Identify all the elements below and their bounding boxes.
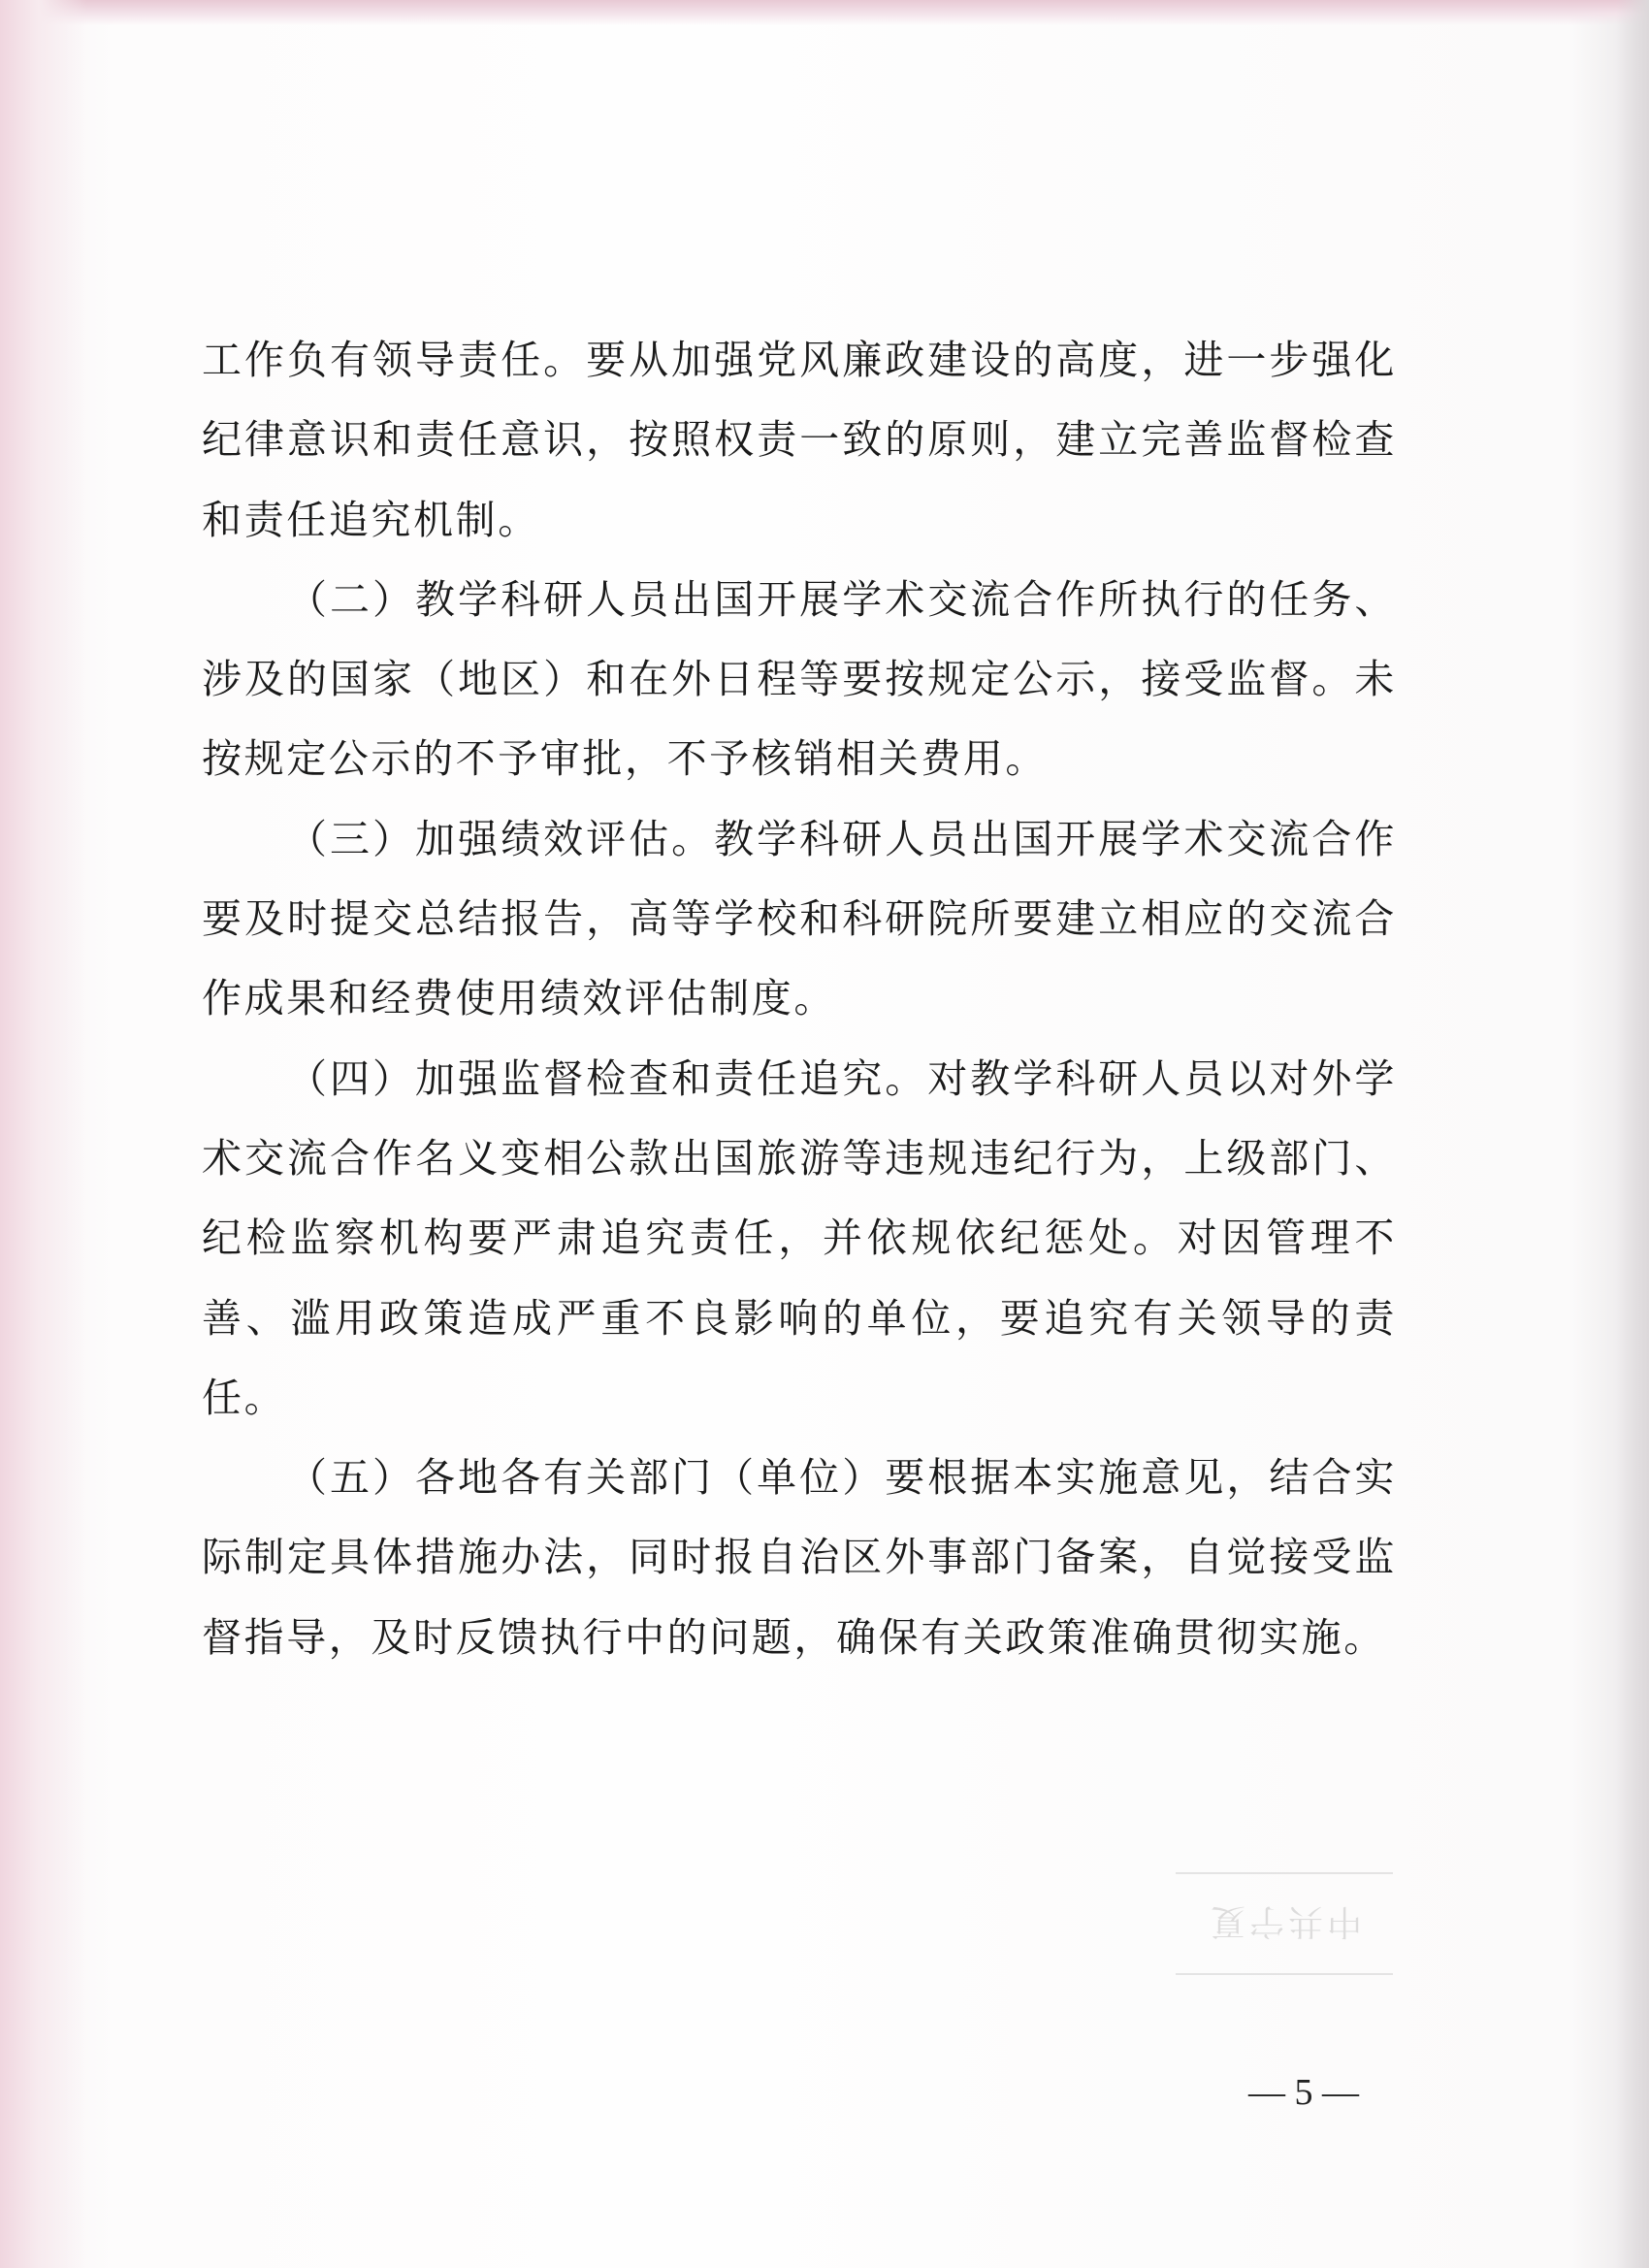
- page-number: — 5 —: [1248, 2072, 1359, 2113]
- scan-edge-top: [0, 0, 1649, 25]
- scan-edge-right: [1616, 0, 1649, 2268]
- paragraph-item-3: （三）加强绩效评估。教学科研人员出国开展学术交流合作要及时提交总结报告，高等学校和科研院所要建立相应的交流合作成果和经费使用绩效评估制度。: [202, 815, 1397, 1022]
- stamp-bottom-rule: [1176, 1973, 1393, 1975]
- paragraph-item-4: （四）加强监督检查和责任追究。对教学科研人员以对外学术交流合作名义变相公款出国旅游等违规违纪行为，上级部门、纪检监察机构要严肃追究责任，并依规依纪惩处。对因管理不善、滥用政策造成严重不良影响的单位，要追究有关领导的责任。: [202, 1054, 1397, 1421]
- document-body: [202, 320, 1397, 1677]
- paragraph-continuation: 工作负有领导责任。要从加强党风廉政建设的高度，进一步强化纪律意识和责任意识，按照权责一致的原则，建立完善监督检查和责任追究机制。: [202, 337, 1397, 543]
- scan-edge-left: [0, 0, 87, 2268]
- stamp-text: 中共宁夏: [1207, 1901, 1363, 1941]
- bleed-through-stamp: [1176, 1872, 1393, 1975]
- paragraph-item-5: （五）各地各有关部门（单位）要根据本实施意见，结合实际制定具体措施办法，同时报自治区外事部门备案，自觉接受监督指导，及时反馈执行中的问题，确保有关政策准确贯彻实施。: [202, 1454, 1397, 1661]
- stamp-top-rule: [1176, 1872, 1393, 1874]
- paragraph-item-2: （二）教学科研人员出国开展学术交流合作所执行的任务、涉及的国家（地区）和在外日程等要按规定公示，接受监督。未按规定公示的不予审批，不予核销相关费用。: [202, 575, 1397, 783]
